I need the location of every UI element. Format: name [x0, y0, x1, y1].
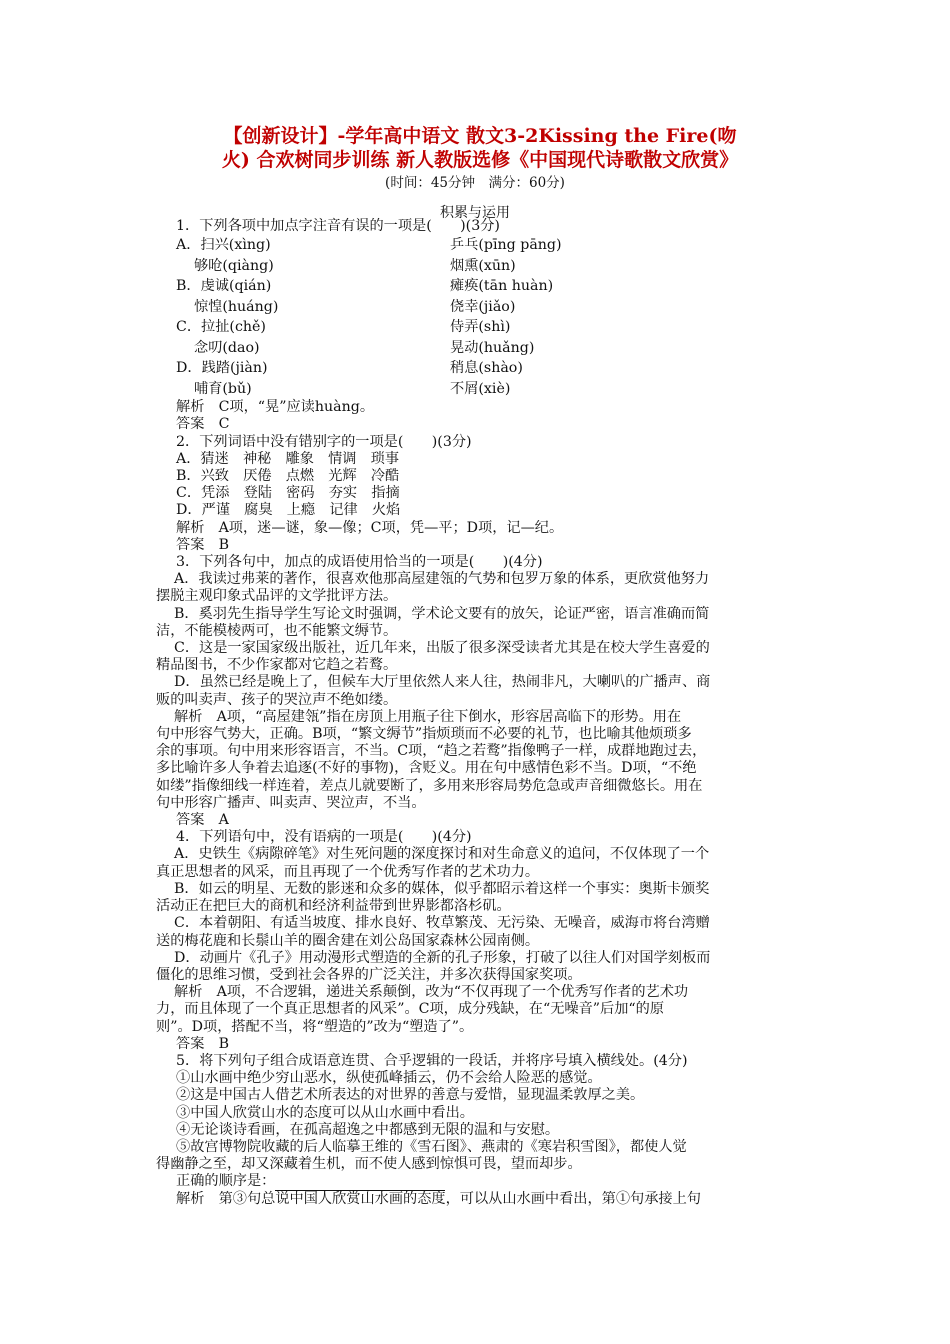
q2-analysis: 解析 A项，迷—谜，象—像；C项，凭—平；D项，记—纪。	[176, 519, 564, 536]
q1-opt-c3: 念叨(dao)	[194, 339, 260, 356]
q1-opt-c2: 侍弄(shì)	[450, 319, 511, 336]
q2-option: D．严谨 腐臭 上瘾 记律 火焰	[176, 502, 401, 519]
q1-opt-a3: 够呛(qiàng)	[194, 257, 274, 274]
q3-line: B．奚羽先生指导学生写论文时强调，学术论文要有的放矢，论证严密，语言准确而简	[174, 605, 710, 622]
q3-analysis-line: 余的事项。句中用来形容语言，不当。C项，“趋之若鹜”指像鸭子一样，成群地跑过去，	[156, 743, 707, 760]
q4-line: 活动正在把巨大的商机和经济利益带到世界影都洛杉矶。	[156, 898, 511, 915]
q3-analysis-line: 多比喻许多人争着去追逐(不好的事物)，含贬义。用在句中感情色彩不当。D项，“不绝	[156, 760, 697, 777]
q3-analysis-line: 句中形容广播声、叫卖声、哭泣声，不当。	[156, 794, 426, 811]
q3-line: 精品图书，不少作家都对它趋之若鹜。	[156, 657, 398, 674]
q5-order-row	[176, 1173, 816, 1190]
q1-opt-b2: 瘫痪(tān huàn)	[450, 278, 554, 295]
q5-answer-blank[interactable]	[275, 1176, 445, 1191]
q1-opt-d1: D．践踏(jiàn)	[176, 360, 268, 377]
q1-opt-b3: 惊惶(huáng)	[194, 298, 279, 315]
q4-analysis-line: 解析 A项，不合逻辑，递进关系颠倒，改为“不仅再现了一个优秀写作者的艺术功	[174, 984, 689, 1001]
q4-line: B．如云的明星、无数的影迷和众多的媒体，似乎都昭示着这样一个事实：奥斯卡颁奖	[174, 880, 710, 897]
q3-line: 贩的叫卖声、孩子的哭泣声不绝如缕。	[156, 691, 398, 708]
q1-opt-b4: 侥幸(jiǎo)	[450, 298, 516, 315]
q3-line: A．我读过弗莱的著作，很喜欢他那高屋建瓴的气势和包罗万象的体系，更欣赏他努力	[174, 571, 710, 588]
q4-line: C．本着朝阳、有适当坡度、排水良好、牧草繁茂、无污染、无噪音，威海市将台湾赠	[174, 915, 710, 932]
q4-line: A．史铁生《病隙碎笔》对生死问题的深度探讨和对生命意义的追问，不仅体现了一个	[174, 846, 710, 863]
q1-options	[176, 235, 816, 399]
document-title-line-2: 火) 合欢树同步训练 新人教版选修《中国现代诗歌散文欣赏》	[221, 149, 739, 171]
q1-opt-b1: B．虔诚(qián)	[176, 278, 272, 295]
document-body	[156, 218, 816, 1208]
q2-option: B．兴致 厌倦 点燃 光辉 冷酷	[176, 468, 400, 485]
q4-analysis-line: 则”。D项，搭配不当，将“塑造的”改为“塑造了”。	[156, 1018, 474, 1035]
q1-stem: 1．下列各项中加点字注音有误的一项是( )(3分)	[176, 218, 500, 234]
q3-answer: 答案 A	[176, 812, 229, 829]
section-heading: 积累与运用	[440, 205, 510, 221]
q3-stem: 3．下列各句中，加点的成语使用恰当的一项是( )(4分)	[176, 554, 543, 571]
q5-stem: 5．将下列句子组合成语意连贯、合乎逻辑的一段话，并将序号填入横线处。(4分)	[176, 1052, 688, 1069]
q1-opt-a1: A．扫兴(xìng)	[176, 237, 271, 254]
q5-sentence: ④无论谈诗看画，在孤高超逸之中都感到无限的温和与安慰。	[176, 1121, 560, 1138]
document-title-line-1: 【创新设计】-学年高中语文 散文3-2Kissing the Fire(吻	[223, 125, 737, 147]
q1-opt-a2: 乒乓(pīng pāng)	[450, 237, 562, 254]
q3-analysis-line: 如缕”指像细线一样连着，差点儿就要断了，多用来形容局势危急或声音细微悠长。用在	[156, 777, 703, 794]
q1-answer: 答案 C	[176, 416, 230, 433]
q5-analysis: 解析 第③句总说中国人欣赏山水画的态度，可以从山水画中看出，第①句承接上句	[176, 1190, 701, 1207]
q1-opt-d4: 不屑(xiè)	[450, 380, 511, 397]
q5-sentence: ②这是中国古人借艺术所表达的对世界的善意与爱惜，显现温柔敦厚之美。	[176, 1087, 645, 1104]
q3-analysis-line: 解析 A项，“高屋建瓴”指在房顶上用瓶子往下倒水，形容居高临下的形势。用在	[174, 708, 682, 725]
q4-analysis-line: 力，而且体现了一个真正思想者的风采”。C项，成分残缺，在“无噪音”后加“的原	[156, 1001, 665, 1018]
q5-sentence: ①山水画中绝少穷山恶水，纵使孤峰插云，仍不会给人险恶的感觉。	[176, 1070, 602, 1087]
q2-option: C．凭添 登陆 密码 夯实 指摘	[176, 485, 400, 502]
q5-sentence: 得幽静之至，却又深藏着生机，而不使人感到惊惧可畏，望而却步。	[156, 1156, 582, 1173]
time-score-info: (时间：45分钟 满分：60分)	[385, 175, 565, 191]
q1-opt-d2: 稍息(shào)	[450, 360, 523, 377]
q4-line: 送的梅花鹿和长鬃山羊的圈舍建在刘公岛国家森林公园南侧。	[156, 932, 540, 949]
q1-opt-c4: 晃动(huǎng)	[450, 339, 535, 356]
q1-opt-a4: 烟熏(xūn)	[450, 257, 516, 274]
q2-option: A．猜迷 神秘 雕象 情调 琐事	[176, 450, 400, 467]
q1-opt-c1: C．拉扯(chě)	[176, 319, 266, 336]
q4-line: 僵化的思维习惯，受到社会各界的广泛关注，并多次获得国家奖项。	[156, 966, 582, 983]
q1-analysis: 解析 C项，“晃”应读huàng。	[176, 399, 375, 416]
q4-stem: 4．下列语句中，没有语病的一项是( )(4分)	[176, 829, 472, 846]
q3-line: C．这是一家国家级出版社，近几年来，出版了很多深受读者尤其是在校大学生喜爱的	[174, 640, 710, 657]
q5-order-label: 正确的顺序是：	[176, 1173, 276, 1190]
q2-answer: 答案 B	[176, 536, 229, 553]
q4-line: 真正思想者的风采，而且再现了一个优秀写作者的艺术功力。	[156, 863, 540, 880]
q1-opt-d3: 哺育(bǔ)	[194, 380, 252, 397]
q2-stem: 2．下列词语中没有错别字的一项是( )(3分)	[176, 433, 472, 450]
q4-line: D．动画片《孔子》用动漫形式塑造的全新的孔子形象，打破了以往人们对国学刻板而	[174, 949, 711, 966]
q3-line: 摆脱主观印象式品评的文学批评方法。	[156, 588, 398, 605]
q5-sentence: ③中国人欣赏山水的态度可以从山水画中看出。	[176, 1104, 474, 1121]
q3-line: 洁，不能模棱两可，也不能繁文缛节。	[156, 622, 398, 639]
q3-line: D．虽然已经是晚上了，但候车大厅里依然人来人往，热闹非凡，大喇叭的广播声、商	[174, 674, 711, 691]
q4-answer: 答案 B	[176, 1035, 229, 1052]
q5-sentence: ⑤故宫博物院收藏的后人临摹王维的《雪石图》、燕肃的《寒岩积雪图》，都使人觉	[176, 1138, 687, 1155]
q3-analysis-line: 句中形容气势大，正确。B项，“繁文缛节”指烦琐而不必要的礼节，也比喻其他烦琐多	[156, 726, 692, 743]
